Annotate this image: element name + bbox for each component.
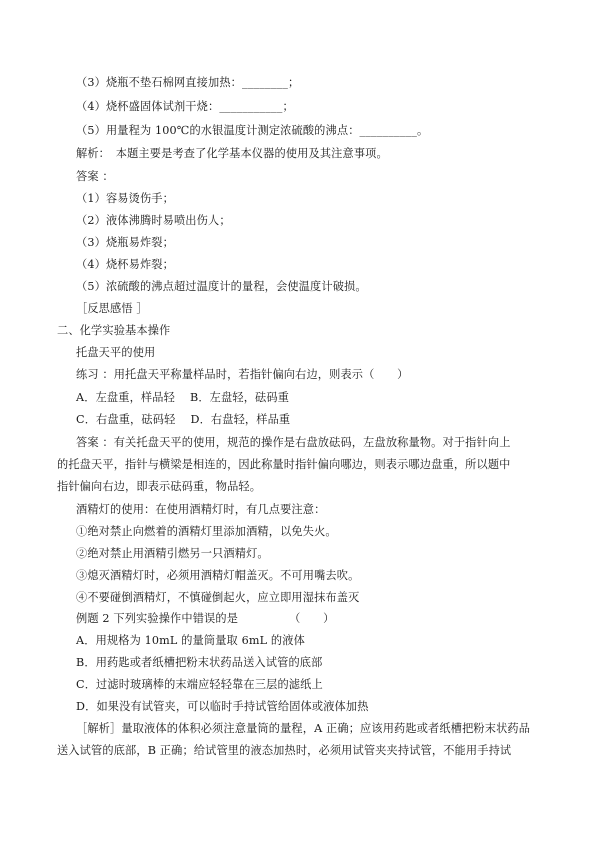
solution-line-1: ［解析］量取液体的体积必须注意量筒的量程，A 正确；应该用药匙或者纸槽把粉末状药品 xyxy=(76,722,531,735)
answer-paragraph-line-3: 指针偏向右边，即表示砝码重，物品轻。 xyxy=(57,480,262,493)
answer-paragraph-line-1: 答案 ：有关托盘天平的使用，规范的操作是右盘放砝码，左盘放称量物。对于指针向上 xyxy=(76,436,511,449)
example-option-c: C．过滤时玻璃棒的末端应轻轻靠在三层的滤纸上 xyxy=(76,678,323,691)
alcohol-lamp-intro: 酒精灯的使用：在使用酒精灯时，有几点要注意： xyxy=(76,503,326,516)
subsection-balance: 托盘天平的使用 xyxy=(76,346,156,359)
exercise-question: 练习 ：用托盘天平称量样品时，若指针偏向右边，则表示（ ） xyxy=(76,368,409,381)
question-item-3: （3）烧瓶不垫石棉网直接加热：________； xyxy=(76,76,300,89)
lamp-rule-1: ①绝对禁止向燃着的酒精灯里添加酒精，以免失火。 xyxy=(76,525,337,538)
example-2-question: 例题 2 下列实验操作中错误的是 （ ） xyxy=(76,612,335,625)
answer-item-3: （3）烧瓶易炸裂； xyxy=(76,236,174,249)
solution-line-2: 送入试管的底部，B 正确；给试管里的液态加热时，必须用试管夹夹持试管，不能用手持试 xyxy=(57,744,512,757)
lamp-rule-3: ③熄灭酒精灯时，必须用酒精灯帽盖灭。不可用嘴去吹。 xyxy=(76,569,360,582)
answer-item-5: （5）浓硫酸的沸点超过温度计的量程，会使温度计破损。 xyxy=(76,280,367,293)
answer-item-1: （1）容易烫伤手； xyxy=(76,192,174,205)
example-option-a: A．用规格为 10mL 的量筒量取 6mL 的液体 xyxy=(76,634,305,647)
lamp-rule-4: ④不要碰倒酒精灯，不慎碰倒起火，应立即用湿抹布盖灭 xyxy=(76,591,360,604)
question-item-4: （4）烧杯盛固体试剂干烧：___________； xyxy=(76,100,294,113)
analysis-line: 解析： 本题主要是考查了化学基本仪器的使用及其注意事项。 xyxy=(76,147,388,160)
answer-item-2: （2）液体沸腾时易喷出伤人； xyxy=(76,214,231,227)
exercise-options-ab: A．左盘重，样品轻 B．左盘轻，砝码重 xyxy=(76,391,290,404)
question-item-5: （5）用量程为 100℃的水银温度计测定浓硫酸的沸点：__________。 xyxy=(76,124,429,137)
answer-item-4: （4）烧杯易炸裂； xyxy=(76,258,174,271)
answer-heading: 答案 ： xyxy=(76,170,114,183)
section-heading: 二、化学实验基本操作 xyxy=(57,324,171,337)
lamp-rule-2: ②绝对禁止用酒精引燃另一只酒精灯。 xyxy=(76,547,269,560)
example-option-b: B．用药匙或者纸槽把粉末状药品送入试管的底部 xyxy=(76,656,323,669)
answer-paragraph-line-2: 的托盘天平，指针与横梁是相连的，因此称量时指针偏向哪边，则表示哪边盘重，所以题中 xyxy=(57,458,511,471)
example-option-d: D．如果没有试管夹，可以临时手持试管给固体或液体加热 xyxy=(76,700,369,713)
reflection-heading: ［反思感悟 ］ xyxy=(76,302,148,315)
exercise-options-cd: C．右盘重，砝码轻 D．右盘轻，样品重 xyxy=(76,413,291,426)
